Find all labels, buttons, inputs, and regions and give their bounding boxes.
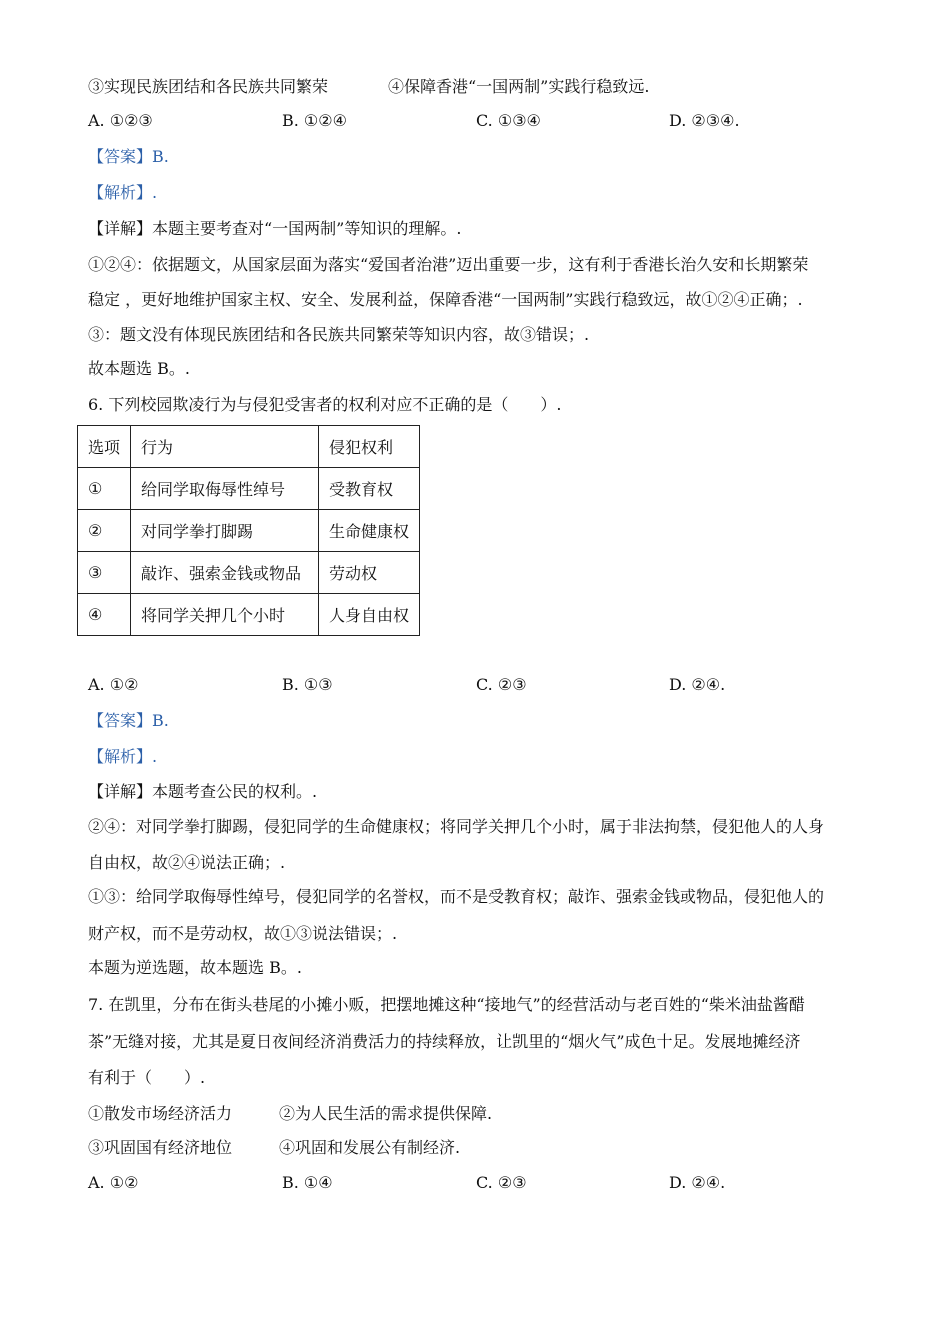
- q7-question-line-1: 7. 在凯里，分布在街头巷尾的小摊小贩，把摆地摊这种“接地气”的经营活动与老百姓的“柴米油盐酱醋: [88, 995, 805, 1014]
- q6-option-b: B. ①③: [282, 675, 333, 694]
- q7-statement-4: ④巩固和发展公有制经济.: [279, 1138, 461, 1157]
- q5-statement-4: ④保障香港“一国两制”实践行稳致远.: [388, 77, 650, 96]
- table-cell: ③: [78, 552, 131, 594]
- q6-explanation-1-cont: 自由权，故②④说法正确；.: [88, 853, 286, 872]
- table-cell: 对同学拳打脚踢: [131, 510, 319, 552]
- q5-option-c: C. ①③④: [476, 111, 541, 130]
- table-header-row: [78, 426, 420, 468]
- table-header-cell: 侵犯权利: [319, 426, 420, 468]
- q6-table: [77, 425, 420, 636]
- q5-explanation-1-cont: 稳定 ，更好地维护国家主权、安全、发展利益，保障香港“一国两制”实践行稳致远，故①②④正确；.: [88, 290, 803, 309]
- q6-detail: 【详解】本题考查公民的权利。.: [88, 782, 318, 801]
- table-cell: 将同学关押几个小时: [131, 594, 319, 636]
- table-cell: 敲诈、强索金钱或物品: [131, 552, 319, 594]
- q7-statement-3: ③巩固国有经济地位: [88, 1138, 233, 1157]
- q6-analysis: 【解析】.: [88, 747, 158, 766]
- table-row: [78, 594, 420, 636]
- table-cell: ④: [78, 594, 131, 636]
- q5-detail: 【详解】本题主要考查对“一国两制”等知识的理解。.: [88, 219, 462, 238]
- table-header-cell: 选项: [78, 426, 131, 468]
- table-row: [78, 510, 420, 552]
- q5-explanation-1: ①②④：依据题文，从国家层面为落实“爱国者治港”迈出重要一步，这有利于香港长治久安和长期繁荣: [88, 255, 809, 274]
- table-cell: 受教育权: [319, 468, 420, 510]
- q5-option-a: A. ①②③: [88, 111, 153, 130]
- q6-explanation-2: ①③：给同学取侮辱性绰号，侵犯同学的名誉权，而不是受教育权；敲诈、强索金钱或物品，侵犯他人的: [88, 887, 825, 906]
- table-row: [78, 552, 420, 594]
- table-cell: 劳动权: [319, 552, 420, 594]
- table-cell: 人身自由权: [319, 594, 420, 636]
- q5-option-b: B. ①②④: [282, 111, 347, 130]
- q7-question-line-2: 茶”无缝对接，尤其是夏日夜间经济消费活力的持续释放，让凯里的“烟火气”成色十足。发展地摊经济: [88, 1032, 801, 1051]
- q5-conclusion: 故本题选 B。.: [88, 359, 190, 378]
- q7-statement-2: ②为人民生活的需求提供保障.: [279, 1104, 493, 1123]
- q6-explanation-2-cont: 财产权，而不是劳动权，故①③说法错误；.: [88, 924, 398, 943]
- table-cell: 给同学取侮辱性绰号: [131, 468, 319, 510]
- q7-statement-1: ①散发市场经济活力: [88, 1104, 233, 1123]
- q5-analysis: 【解析】.: [88, 183, 158, 202]
- table-row: [78, 468, 420, 510]
- q7-option-c: C. ②③: [476, 1173, 527, 1192]
- q5-answer: 【答案】B.: [88, 147, 169, 166]
- q5-statement-3: ③实现民族团结和各民族共同繁荣: [88, 77, 329, 96]
- table-header-cell: 行为: [131, 426, 319, 468]
- q6-option-c: C. ②③: [476, 675, 527, 694]
- q7-option-a: A. ①②: [88, 1173, 139, 1192]
- q6-option-d: D. ②④.: [669, 675, 726, 694]
- q6-question: 6. 下列校园欺凌行为与侵犯受害者的权利对应不正确的是（ ）.: [88, 395, 562, 414]
- q6-option-a: A. ①②: [88, 675, 139, 694]
- q7-option-d: D. ②④.: [669, 1173, 726, 1192]
- q6-answer: 【答案】B.: [88, 711, 169, 730]
- q7-option-b: B. ①④: [282, 1173, 333, 1192]
- q5-explanation-2: ③：题文没有体现民族团结和各民族共同繁荣等知识内容，故③错误；.: [88, 325, 590, 344]
- q6-conclusion: 本题为逆选题，故本题选 B。.: [88, 958, 302, 977]
- table-cell: 生命健康权: [319, 510, 420, 552]
- q6-explanation-1: ②④：对同学拳打脚踢，侵犯同学的生命健康权；将同学关押几个小时，属于非法拘禁，侵犯他人的人身: [88, 817, 825, 836]
- table-cell: ②: [78, 510, 131, 552]
- table-cell: ①: [78, 468, 131, 510]
- q7-question-line-3: 有利于（ ）.: [88, 1068, 206, 1087]
- q5-option-d: D. ②③④.: [669, 111, 740, 130]
